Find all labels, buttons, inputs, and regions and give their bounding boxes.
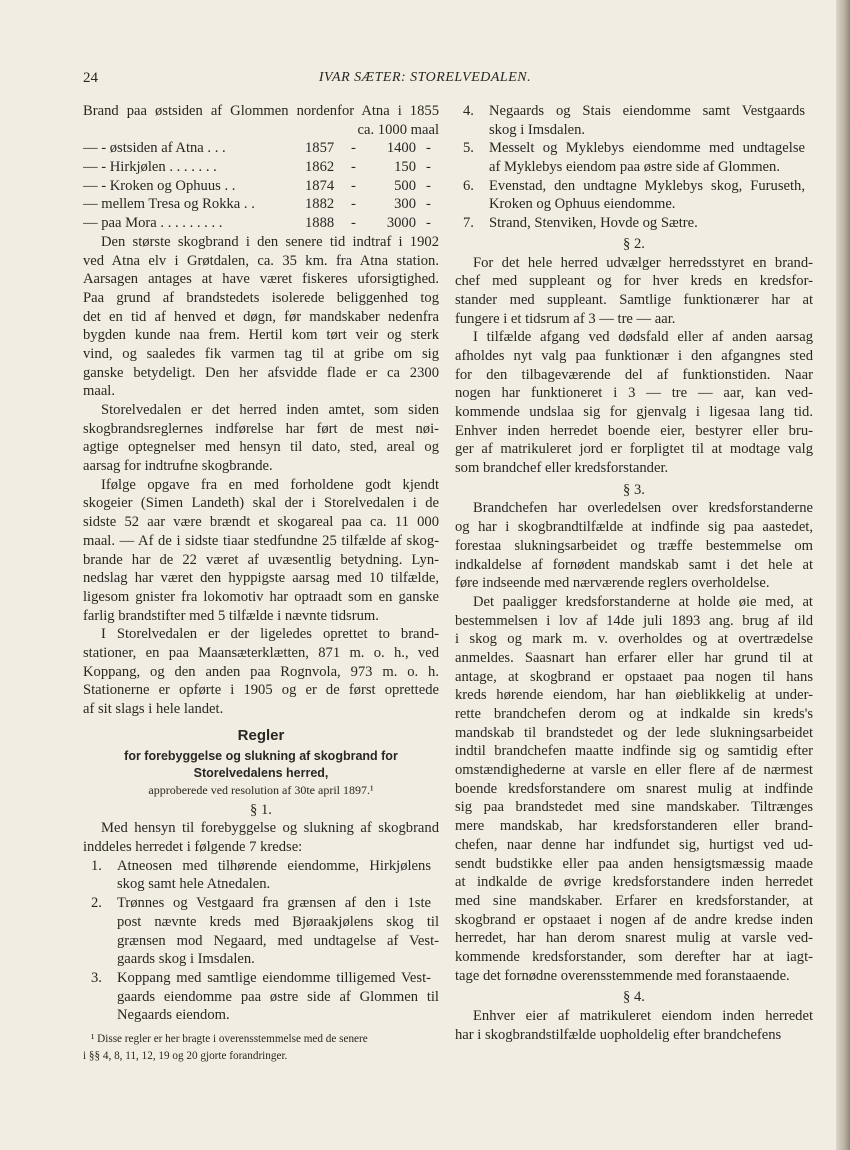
fire-year: 1862 <box>305 159 335 176</box>
fire-year: 1874 <box>305 177 335 194</box>
list-item-first-line <box>455 102 813 121</box>
list-item-first-line <box>83 894 439 913</box>
text-line: bygden kunde naa frem. Hertil kom tørt veir og sterk <box>83 327 439 344</box>
section-4-paragraph-1 <box>455 1007 813 1044</box>
dash: - <box>351 177 356 194</box>
text-line: rette brandchefen derom og at indkalde sin kreds's <box>455 706 813 722</box>
section-3-paragraph-1 <box>455 499 813 592</box>
text-line: forestaa slukningsarbeidet og træffe bestemmelse om <box>455 537 813 554</box>
text-line: aarsag for indtrufne skogbrande. <box>83 458 273 475</box>
text-line: For det hele herred udvælger herredsstyret en brand- <box>473 254 813 271</box>
fire-row <box>83 177 439 196</box>
fire-table <box>83 139 439 232</box>
text-line: Ifølge opgave fra en med forholdene godt kjendt <box>101 476 439 493</box>
list-item-continuation: Kroken og Ophuus eiendomme. <box>489 196 676 213</box>
text-line: Aarsagen antages at have været fiskeres uforsigtighed. <box>83 271 439 288</box>
fire-row <box>83 158 439 177</box>
list-item-first-line <box>455 139 813 158</box>
list-item-text: Evenstad, den undtagne Myklebys skog, Furuseth, <box>489 177 805 194</box>
text-line: kommende kredsforstander, som derefter har at iagt- <box>455 948 813 965</box>
list-item-number: 6. <box>463 177 474 194</box>
dash: - <box>351 196 356 213</box>
text-line: nogen har funktioneret i 3 — tre — aar, kan ved- <box>455 385 813 402</box>
text-line: føre indseende med nærværende reglers overholdelse. <box>455 575 770 592</box>
fire-year: 1857 <box>305 140 335 157</box>
intro-line: Brand paa østsiden af Glommen nordenfor Atna i 1855 <box>83 103 439 119</box>
text-line: anmeldes. Saasnart han erfarer eller har grund til at <box>455 649 813 666</box>
dash: - <box>426 159 431 176</box>
text-line: Storelvedalen er det herred inden amtet, som siden <box>101 402 439 418</box>
text-line: ganske betydeligt. Den her afsvidde flade er ca 2300 <box>83 364 439 381</box>
list-item-number: 4. <box>463 103 474 119</box>
dash: - <box>351 140 356 157</box>
district-list-left <box>83 857 439 1025</box>
footnote <box>83 1031 439 1065</box>
text-line: vind, og saaledes fik varmen tag til at gribe om sig <box>83 345 439 362</box>
regler-subtitle-1: for forebyggelse og slukning af skogbrand for <box>124 748 398 763</box>
text-line: antage, at skogbrand er opstaaet paa nogen til hans <box>455 668 813 685</box>
district-list-right <box>455 102 813 233</box>
dash: - <box>426 215 431 232</box>
fire-place: — - Hirkjølen . . . . . . . <box>83 159 217 176</box>
list-item <box>455 139 813 176</box>
fire-place: — paa Mora . . . . . . . . . <box>83 215 223 232</box>
footnote-line: i §§ 4, 8, 11, 12, 19 og 20 gjorte forandringer. <box>83 1049 288 1062</box>
fire-area: 300 <box>394 196 416 213</box>
text-line: indtil brandchefen maatte indfinde sig og samtidig efter <box>455 743 813 760</box>
page-number: 24 <box>83 70 98 86</box>
list-item-first-line <box>83 969 439 988</box>
text-line: kommende undslaa sig for gjenvalg i ligesaa lang tid. <box>455 404 813 420</box>
text-line: Det paaligger kredsforstanderne at holde øie med, at <box>473 593 813 610</box>
regler-approved: approberede ved resolution af 30te april 1897.¹ <box>148 782 374 797</box>
text-line: har i skogbrandstilfælde uopholdelig efter brandchefens <box>455 1026 782 1043</box>
text-line: skogeier (Simen Landeth) skal der i Storelvedalen i de <box>83 495 439 512</box>
section-4-heading: § 4. <box>623 989 645 1006</box>
list-item-continuation: grænsen mod Negaard, med undtagelse af Vest- <box>117 932 439 949</box>
intro-value: ca. 1000 maal <box>357 121 439 138</box>
text-line: skogbrandsreglernes indførelse har ført de mest nøi- <box>83 420 439 437</box>
dash: - <box>426 196 431 213</box>
text-line: fungere i et tidsrum af 3 — tre — aar. <box>455 310 676 327</box>
section-1-text <box>83 819 439 856</box>
section-2-paragraph-2 <box>455 328 813 478</box>
fire-year: 1888 <box>305 215 335 232</box>
text-line: chefen, naar denne har indfundet sig, hurtigst ved ud- <box>455 836 813 853</box>
text-line: ligesom gnister fra lokomotiv har optraadt som en ganske <box>83 588 439 605</box>
text-line: omstændighederne at varsle en eller flere af de nærmest <box>455 762 813 779</box>
text-line: I tilfælde afgang ved dødsfald eller af anden aarsag <box>473 329 813 346</box>
list-item-text: Koppang med samtlige eiendomme tilligemed Vest- <box>117 969 431 986</box>
list-item-number: 5. <box>463 140 474 157</box>
text-line: at indkalde de øvrige kredsforstandere inden herredet <box>455 874 813 891</box>
text-line: det en tid af henved et døgn, før mandskaber nedenfra <box>83 308 439 325</box>
text-line: nedslag har været den hyppigste aarsag med 10 tilfælde, <box>83 570 439 587</box>
section-3-paragraph-2 <box>455 593 813 985</box>
list-item <box>455 214 813 233</box>
list-item <box>83 857 439 894</box>
text-line: maal. <box>83 383 116 400</box>
fire-row <box>83 195 439 214</box>
list-item-text: Negaards og Stais eiendomme samt Vestgaards <box>489 103 805 119</box>
list-item-number: 3. <box>91 969 102 986</box>
text-line: Koppang, og den anden paa Rognvola, 973 m. o. h. <box>83 663 439 680</box>
section-3-heading: § 3. <box>623 481 645 498</box>
text-line: boende kredsforstandere om snarest mulig at indfinde <box>455 780 813 797</box>
text-line: kreds hørende eiendom, har han øieblikkelig at under- <box>455 687 813 704</box>
text-line: som brandchef eller kredsforstander. <box>455 460 669 477</box>
text-line: maal. — Af de i sidste tiaar stedfundne 25 tilfælde af skog- <box>83 532 439 549</box>
list-item-first-line <box>83 857 439 876</box>
text-line: Den største skogbrand i den senere tid indtraf i 1902 <box>101 233 439 250</box>
list-item-number: 2. <box>91 895 102 912</box>
list-item-continuation: af Myklebys eiendom paa østre side af Glommen. <box>489 159 780 176</box>
text-line: ved Atna elv i Grøtdalen, ca. 35 km. fra Atna station. <box>83 252 439 269</box>
footnote-line: ¹ Disse regler er her bragte i overensstemmelse med de senere <box>91 1032 368 1045</box>
text-line: Enhver eier af matrikuleret eiendom inden herredet <box>473 1008 813 1024</box>
list-item-number: 7. <box>463 215 474 232</box>
regler-subtitle-2: Storelvedalens herred, <box>193 765 329 780</box>
left-column <box>83 102 439 1065</box>
text-line: bestemmelsen i lov af 14de juli 1893 ang. brug af ild <box>455 612 813 629</box>
fire-place: — mellem Tresa og Rokka . . <box>83 196 255 213</box>
text-line: og har i skogbrandtilfælde at indfinde sig paa aastedet, <box>455 519 813 536</box>
list-item-continuation: skog samt hele Atnedalen. <box>117 876 271 893</box>
paragraph-records <box>83 401 439 476</box>
text-line: mere mandskab, har kredsforstanderen eller brand- <box>455 818 813 835</box>
text-line: sidste 52 aar være brændt et skogareal paa ca. 11 000 <box>83 514 439 531</box>
text-line: for den tilbageværende del af funktionstiden. Naar <box>455 366 813 383</box>
text-line: sendt budstikke eller paa anden hensigtsmæssig maade <box>455 855 813 872</box>
list-item-continuation: gaards eiendomme paa østre side af Glommen til <box>117 988 439 1005</box>
fire-place: — - østsiden af Atna . . . <box>83 140 226 157</box>
list-item-text: Trønnes og Vestgaard fra grænsen af den i 1ste <box>117 895 431 912</box>
list-item-continuation: post nævnte kreds med Bjøraakjølens skog til <box>117 913 439 930</box>
list-item-first-line <box>455 177 813 196</box>
fire-year: 1882 <box>305 196 335 213</box>
text-line: med sine mandskaber. Erfarer en kredsforstander, at <box>455 892 813 909</box>
fire-area: 150 <box>394 159 416 176</box>
text-line: Stationerne er opførte i 1905 og er de først oprettede <box>83 682 439 699</box>
text-line: mandskab til brandstedet og der lede slukningsarbeidet <box>455 724 813 741</box>
list-item-text: Messelt og Myklebys eiendomme med undtagelse <box>489 140 805 157</box>
paragraph-great-fire <box>83 233 439 401</box>
text-line: sig paa brandstedet med sine mandskaber. Tiltrænges <box>455 799 813 816</box>
running-title: IVAR SÆTER: STORELVEDALEN. <box>318 70 532 85</box>
right-column <box>455 102 813 1044</box>
fire-area: 500 <box>394 177 416 194</box>
text-line: Enhver inden herredet boende eier, bestyrer eller bru- <box>455 422 813 439</box>
text-line: inddeles herredet i følgende 7 kredse: <box>83 839 303 856</box>
text-line: tage det fornødne overensstemmende med foranstaaende. <box>455 967 790 984</box>
text-line: brande har de 22 været af uvæsentlig betydning. Lyn- <box>83 551 439 568</box>
paragraph-stations <box>83 625 439 718</box>
fire-area: 1400 <box>386 140 416 157</box>
text-line: agtige optegnelser med hensyn til dato, sted, areal og <box>83 439 439 456</box>
book-binding-edge <box>836 0 850 1150</box>
list-item-first-line <box>455 214 813 233</box>
text-line: Paa grund af brandstedets isolerede beliggenhed tog <box>83 289 439 306</box>
text-line: skogbrand er opstaaet i nogen af de andre kredse inden <box>455 911 813 928</box>
section-2-heading: § 2. <box>623 235 645 252</box>
dash: - <box>426 177 431 194</box>
text-line: af sit slags i hele landet. <box>83 701 224 717</box>
fire-row <box>83 139 439 158</box>
fire-place: — - Kroken og Ophuus . . <box>83 177 236 194</box>
list-item <box>455 102 813 139</box>
text-line: Brandchefen har overledelsen over kredsforstanderne <box>473 500 813 517</box>
dash: - <box>426 140 431 157</box>
text-line: chef med suppleant og for hver kreds en kredsfor- <box>455 273 813 290</box>
text-line: Med hensyn til forebyggelse og slukning af skogbrand <box>101 820 439 837</box>
list-item-continuation: gaards skog i Imsdalen. <box>117 951 255 968</box>
text-line: I Storelvedalen er der ligeledes oprettet to brand- <box>101 626 439 643</box>
list-item <box>83 894 439 969</box>
fire-row <box>83 214 439 233</box>
text-line: herredet, har han derom snarest mulig at varsle ved- <box>455 930 813 947</box>
text-line: ger af matrikuleret jord er forpligtet til at modtage valg <box>455 441 813 458</box>
text-line: i skog og mark m. v. overholdes og at overtrædelse <box>455 631 813 648</box>
text-line: afholdes nyt valg paa funktionær i den afgangnes sted <box>455 347 813 364</box>
list-item-number: 1. <box>91 857 102 874</box>
list-item <box>455 177 813 214</box>
text-line: farlig brandstifter med 5 tilfælde i nævnte tidsrum. <box>83 607 379 624</box>
dash: - <box>351 159 356 176</box>
list-item-continuation: skog i Imsdalen. <box>489 121 586 138</box>
text-line: stationer, en paa Maansæterklætten, 871 m. o. h., ved <box>83 644 439 661</box>
text-line: stander med suppleant. Samtlige funktionærer har at <box>455 291 813 308</box>
regler-title: Regler <box>237 726 285 744</box>
section-1-heading: § 1. <box>250 801 272 818</box>
fire-area: 3000 <box>386 215 416 232</box>
dash: - <box>351 215 356 232</box>
section-2-paragraph-1 <box>455 254 813 329</box>
list-item-text: Atneosen med tilhørende eiendomme, Hirkjølens <box>117 857 431 874</box>
paragraph-statistics <box>83 476 439 626</box>
list-item-continuation: Negaards eiendom. <box>117 1007 230 1024</box>
list-item-text: Strand, Stenviken, Hovde og Sætre. <box>489 215 698 232</box>
list-item <box>83 969 439 1025</box>
text-line: indkaldelse af fornødent mandskab samt i det hele at <box>455 556 813 573</box>
